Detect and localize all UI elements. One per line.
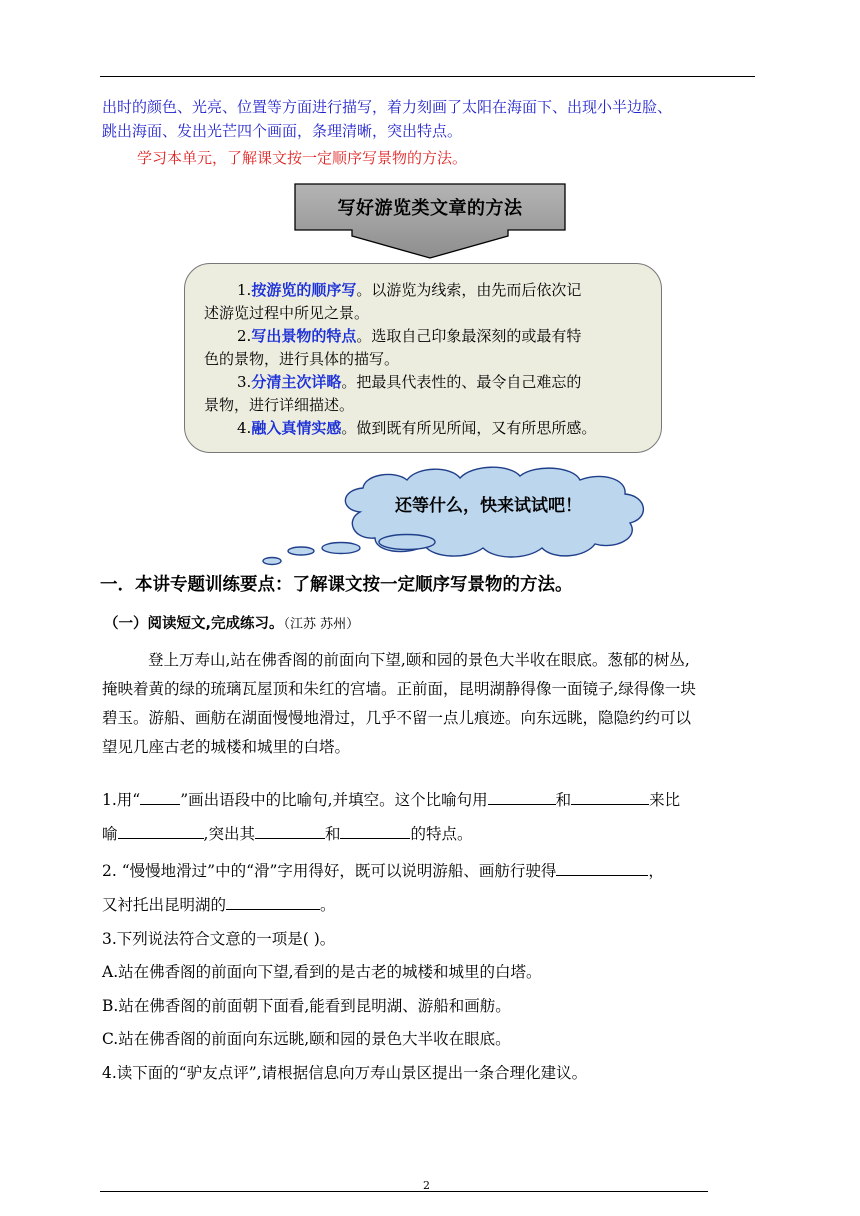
q1-text: 喻: [102, 825, 118, 843]
blank-tenor[interactable]: [118, 822, 204, 839]
tip-item-2-cont: 色的景物，进行具体的描写。: [204, 350, 400, 368]
q2-text: 2. “慢慢地滑过”中的“滑”字用得好，既可以说明游船、画舫行驶得: [102, 862, 557, 880]
footer-rule: [100, 1191, 708, 1192]
q1-text: 1.用“: [102, 791, 141, 809]
section-heading: 一．本讲专题训练要点：了解课文按一定顺序写景物的方法。: [100, 575, 573, 595]
option-b[interactable]: B.站在佛香阁的前面朝下面看,能看到昆明湖、游船和画舫。: [102, 997, 511, 1015]
passage-line-4: 望见几座古老的城楼和城里的白塔。: [102, 738, 351, 756]
tip-item-1: [204, 279, 654, 302]
question-1-line-2: [102, 822, 472, 844]
tip-text: 。做到既有所见所闻，又有所思所感。: [341, 419, 597, 437]
blank-marker[interactable]: [140, 788, 180, 805]
question-4: 4.读下面的“驴友点评”,请根据信息向万寿山景区提出一条合理化建议。: [102, 1064, 588, 1082]
tip-item-3-cont: 景物，进行详细描述。: [204, 396, 355, 414]
tip-number: 2.: [237, 327, 252, 345]
blank-vehicle-1[interactable]: [488, 788, 556, 805]
tip-number: 3.: [237, 373, 252, 391]
q1-text: 来比: [649, 791, 681, 809]
blank-vehicle-2[interactable]: [571, 788, 649, 805]
tip-item-2: [204, 325, 654, 348]
tip-text: 。以游览为线索，由先而后依次记: [356, 281, 582, 299]
subsection-header: [104, 612, 359, 633]
blank-feature-2[interactable]: [340, 822, 410, 839]
tips-list: [204, 279, 654, 440]
tip-item-3: [204, 371, 654, 394]
q1-text: 的特点。: [410, 825, 473, 843]
tip-number: 1.: [237, 281, 252, 299]
option-a[interactable]: A.站在佛香阁的前面向下望,看到的是古老的城楼和城里的白塔。: [102, 963, 542, 981]
q2-text: ，: [648, 862, 664, 880]
q1-text: 和: [324, 825, 341, 843]
q2-text: 又衬托出昆明湖的: [102, 896, 227, 914]
q1-text: ”画出语段中的比喻句,并填空。这个比喻句用: [180, 791, 488, 809]
page-number: 2: [423, 1179, 430, 1192]
tip-key: 写出景物的特点: [251, 327, 357, 345]
cloud-text: 还等什么，快来试试吧！: [395, 496, 582, 516]
tip-item-4: [204, 417, 654, 440]
tip-text: 。选取自己印象最深刻的或最有特: [356, 327, 582, 345]
q1-text: ,突出其: [203, 825, 255, 843]
intro-line-2: 跳出海面、发出光芒四个画面，条理清晰，突出特点。: [102, 122, 463, 140]
passage-line-2: 掩映着黄的绿的琉璃瓦屋顶和朱红的宫墙。正前面，昆明湖静得像一面镜子,绿得像一块: [102, 680, 696, 698]
option-c[interactable]: C.站在佛香阁的前面向东远眺,颐和园的景色大半收在眼底。: [102, 1030, 511, 1048]
banner-title: 写好游览类文章的方法: [337, 198, 523, 219]
tip-number: 4.: [237, 419, 252, 437]
tip-item-1-cont: 述游览过程中所见之景。: [204, 304, 370, 322]
question-3: 3.下列说法符合文意的一项是( )。: [102, 930, 336, 948]
tip-key: 融入真情实感: [251, 419, 342, 437]
passage-source: （江苏 苏州）: [283, 617, 360, 632]
passage-line-1: 登上万寿山,站在佛香阁的前面向下望,颐和园的景色大半收在眼底。葱郁的树丛,: [148, 651, 690, 669]
blank-boat-speed[interactable]: [556, 859, 648, 876]
question-2-line-2: [102, 893, 336, 915]
intro-line-1: 出时的颜色、光亮、位置等方面进行描写，着力刻画了太阳在海面下、出现小半边脸、: [102, 98, 673, 116]
reading-passage: [102, 646, 762, 762]
tip-text: 。把最具代表性的、最令自己难忘的: [341, 373, 582, 391]
question-1-line-1: [102, 788, 680, 810]
subsection-label: （一）阅读短文,完成练习。: [104, 616, 284, 632]
blank-lake-quality[interactable]: [226, 893, 320, 910]
tip-key: 分清主次详略: [251, 373, 342, 391]
question-2-line-1: [102, 859, 664, 881]
learning-goal: 学习本单元，了解课文按一定顺序写景物的方法。: [137, 149, 468, 167]
tip-key: 按游览的顺序写: [251, 281, 357, 299]
header-rule: [100, 76, 755, 77]
q1-text: 和: [555, 791, 572, 809]
q2-text: 。: [320, 896, 336, 914]
blank-feature-1[interactable]: [255, 822, 325, 839]
passage-line-3: 碧玉。游船、画舫在湖面慢慢地滑过，几乎不留一点儿痕迹。向东远眺，隐隐约约可以: [102, 709, 692, 727]
